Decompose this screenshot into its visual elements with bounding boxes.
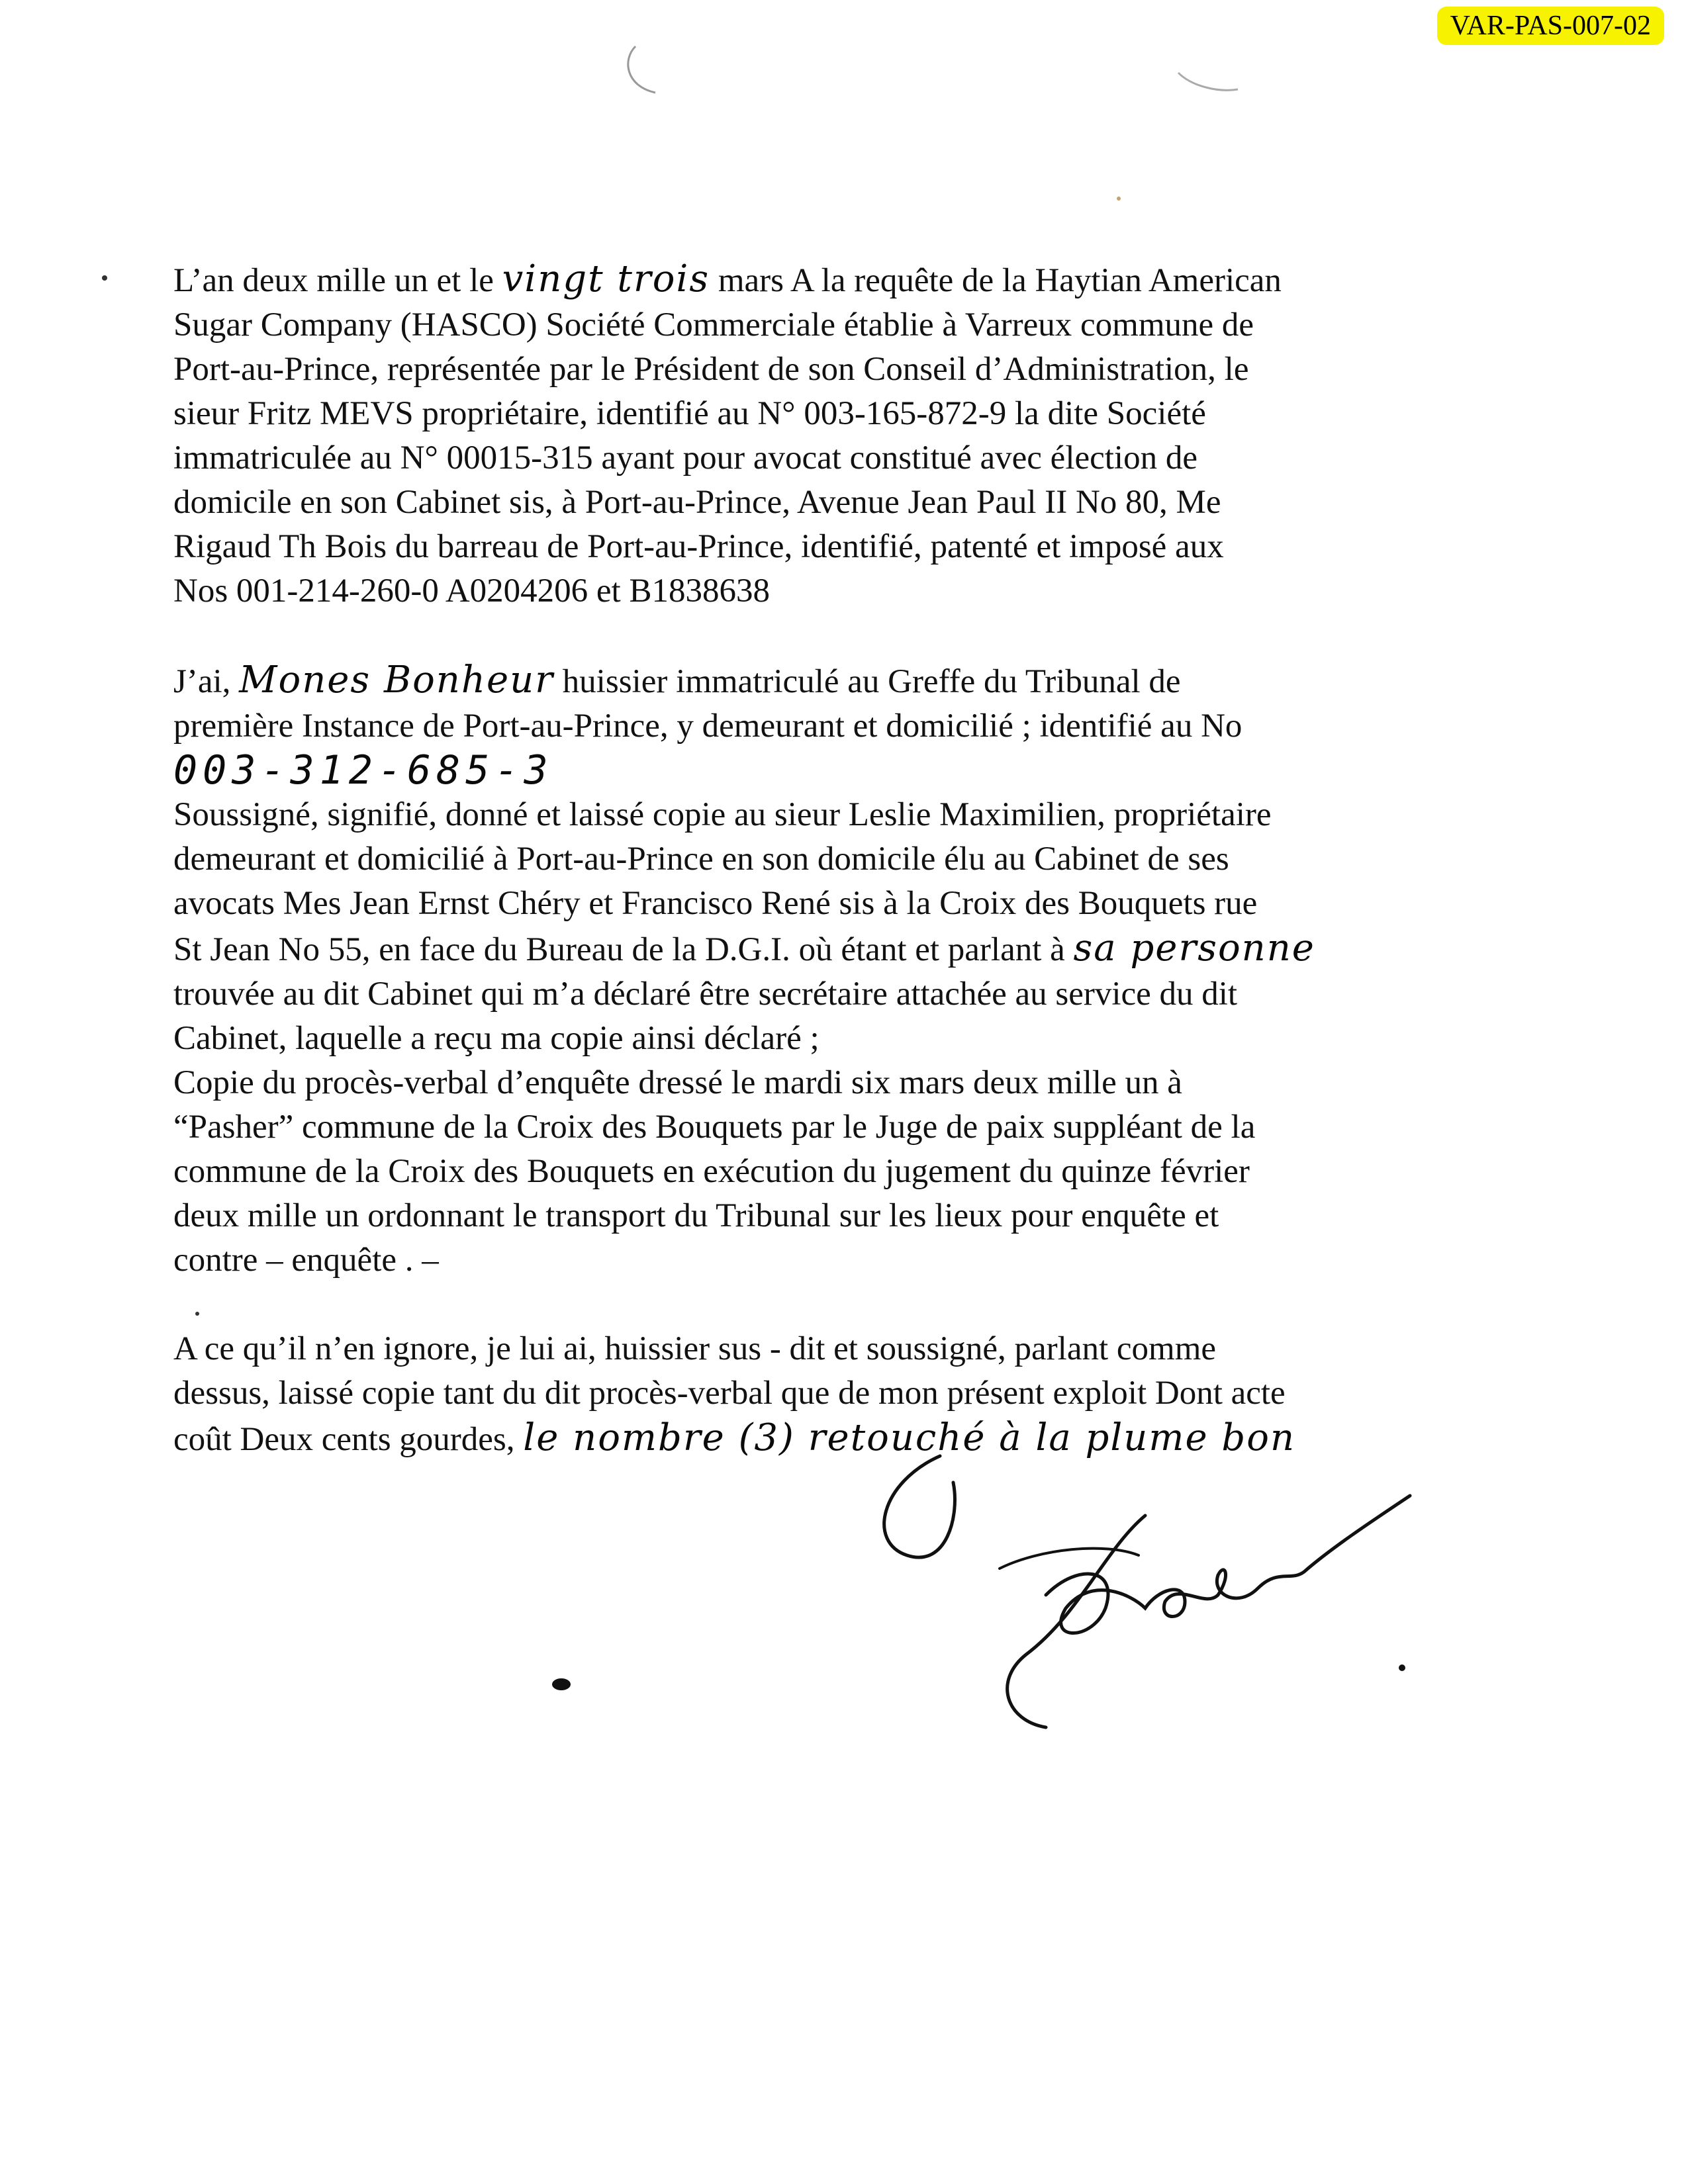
- p1-line-8: Nos 001-214-260-0 A0204206 et B1838638: [173, 572, 770, 610]
- p2-line-14: contre – enquête . –: [173, 1242, 439, 1279]
- handwritten-date: vingt trois: [502, 257, 710, 300]
- p2-line-8: trouvée au dit Cabinet qui m’a déclaré être secrétaire attachée au service du dit: [173, 976, 1238, 1013]
- p3-line-1: A ce qu’il n’en ignore, je lui ai, huissier sus - dit et soussigné, parlant comme: [173, 1330, 1216, 1367]
- handwritten-bailiff-name: Mones Bonheur: [239, 659, 554, 702]
- p1-line-3: Port-au-Prince, représentée par le Président de son Conseil d’Administration, le: [173, 351, 1249, 388]
- p2-line-11: “Pasher” commune de la Croix des Bouquets par le Juge de paix suppléant de la: [173, 1109, 1256, 1146]
- p2-line-6: avocats Mes Jean Ernst Chéry et Francisco René sis à la Croix des Bouquets rue: [173, 885, 1258, 922]
- p2-line-7: St Jean No 55, en face du Bureau de la D.G.I. où étant et parlant à sa personne: [173, 927, 1315, 970]
- p2-line-2: première Instance de Port-au-Prince, y demeurant et domicilié ; identifié au No: [173, 707, 1243, 745]
- p1-line-2: Sugar Company (HASCO) Société Commerciale établie à Varreux commune de: [173, 306, 1254, 343]
- p1-line-6: domicile en son Cabinet sis, à Port-au-Prince, Avenue Jean Paul II No 80, Me: [173, 484, 1221, 521]
- p2-line-12: commune de la Croix des Bouquets en exécution du jugement du quinze février: [173, 1153, 1250, 1190]
- p2-line-13: deux mille un ordonnant le transport du Tribunal sur les lieux pour enquête et: [173, 1197, 1219, 1234]
- p2-line-5: demeurant et domicilié à Port-au-Prince en son domicile élu au Cabinet de ses: [173, 841, 1229, 878]
- document-id-label: VAR-PAS-007-02: [1437, 7, 1664, 45]
- handwritten-correction-note: le nombre (3) retouché à la plume bon: [523, 1416, 1296, 1459]
- p1-line-5: immatriculée au N° 00015-315 ayant pour avocat constitué avec élection de: [173, 439, 1197, 477]
- p2-line-10: Copie du procès-verbal d’enquête dressé le mardi six mars deux mille un à: [173, 1064, 1182, 1101]
- handwritten-recipient: sa personne: [1073, 927, 1315, 970]
- p2-line-1: J’ai, Mones Bonheur huissier immatriculé au Greffe du Tribunal de: [173, 659, 1181, 702]
- bailiff-notice-body: [173, 257, 1471, 1462]
- p2-line-9: Cabinet, laquelle a reçu ma copie ainsi déclaré ;: [173, 1020, 820, 1057]
- p2-line-4: Soussigné, signifié, donné et laissé copie au sieur Leslie Maximilien, propriétaire: [173, 796, 1272, 833]
- p3-line-2: dessus, laissé copie tant du dit procès-verbal que de mon présent exploit Dont acte: [173, 1375, 1286, 1412]
- p3-line-3: coût Deux cents gourdes, le nombre (3) retouché à la plume bon: [173, 1416, 1296, 1459]
- handwritten-id-number: 003-312-685-3: [173, 747, 553, 794]
- p1-line-7: Rigaud Th Bois du barreau de Port-au-Prince, identifié, patenté et imposé aux: [173, 528, 1224, 565]
- p1-line-1: L’an deux mille un et le vingt trois mars A la requête de la Haytian American: [173, 257, 1282, 300]
- bailiff-signature: [827, 1443, 1523, 1747]
- p1-line-4: sieur Fritz MEVS propriétaire, identifié au N° 003-165-872-9 la dite Société: [173, 395, 1206, 432]
